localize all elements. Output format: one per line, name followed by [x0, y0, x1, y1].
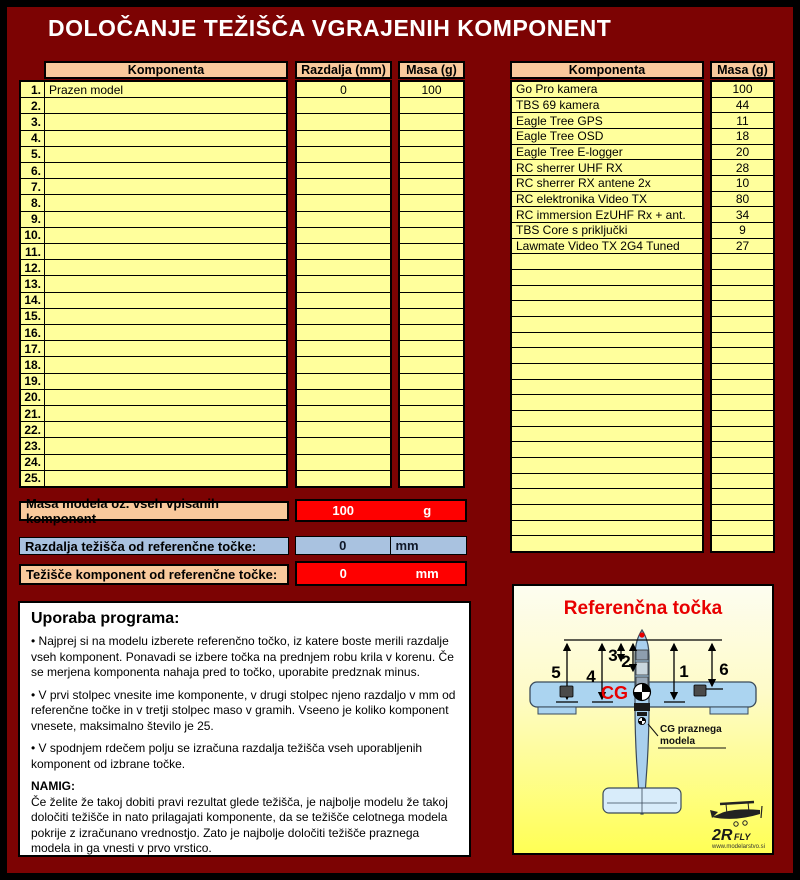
left-col-num: [21, 82, 44, 486]
mass-cell[interactable]: [712, 504, 773, 520]
mass-cell[interactable]: [400, 275, 463, 291]
reference-point-diagram: [512, 584, 774, 855]
distance-cell[interactable]: [297, 259, 390, 275]
row-number-cell[interactable]: 19.: [21, 373, 44, 389]
row-number-cell[interactable]: 1.: [30, 82, 41, 97]
component-cell[interactable]: [512, 363, 702, 379]
component-cell[interactable]: [512, 300, 702, 316]
row-number-cell[interactable]: 16.: [21, 324, 44, 340]
left-table-header-distance: Razdalja (mm): [295, 61, 392, 79]
row-number-cell[interactable]: 9.: [21, 211, 44, 227]
cg-distance-label: Razdalja težišča od referenčne točke:: [19, 537, 289, 555]
page-title: DOLOČANJE TEŽIŠČA VGRAJENIH KOMPONENT: [48, 15, 612, 41]
total-mass-label: Masa modela oz. vseh vpisanih komponent: [19, 501, 289, 521]
right-col-mass: [710, 80, 775, 553]
row-number-cell[interactable]: 24.: [21, 454, 44, 470]
instruction-bullet: • Najprej si na modelu izberete referenčno točko, iz katere boste merili razdalje vseh komponent. Ponavadi se izbere točka na prednjem robu krila v korenu. Če se merjena komponenta nahaja pred to točko, uporabite predznak minus.: [31, 634, 458, 681]
component-cell[interactable]: TBS 69 kamera: [512, 97, 702, 113]
mass-cell[interactable]: 100: [732, 82, 753, 97]
row-number-cell[interactable]: 4.: [21, 130, 44, 146]
distance-cell[interactable]: [297, 243, 390, 259]
component-cell[interactable]: RC sherrer UHF RX: [512, 159, 702, 175]
logo-name: 2R: [712, 827, 733, 844]
component-cell[interactable]: [512, 332, 702, 348]
left-col-distance: [295, 80, 392, 488]
mass-cell[interactable]: 34: [712, 206, 773, 222]
distance-cell[interactable]: [297, 373, 390, 389]
component-cell[interactable]: [512, 473, 702, 489]
row-number-cell[interactable]: 22.: [21, 421, 44, 437]
mass-cell[interactable]: 28: [712, 159, 773, 175]
component-cell[interactable]: [45, 227, 286, 243]
total-mass-unit: g: [423, 503, 432, 518]
component-cell[interactable]: [45, 97, 286, 113]
mass-cell[interactable]: 20: [712, 144, 773, 160]
component-cell[interactable]: [45, 194, 286, 210]
mass-cell[interactable]: [400, 97, 463, 113]
mass-cell[interactable]: [712, 441, 773, 457]
svg-text:5: 5: [551, 663, 561, 682]
mass-cell[interactable]: [712, 347, 773, 363]
component-cell[interactable]: [45, 470, 286, 486]
distance-cell[interactable]: [297, 146, 390, 162]
row-number-cell[interactable]: 17.: [21, 340, 44, 356]
left-table-body: [19, 80, 288, 488]
component-cell[interactable]: [45, 454, 286, 470]
distance-cell[interactable]: [297, 162, 390, 178]
component-cell[interactable]: Eagle Tree OSD: [512, 128, 702, 144]
component-cell[interactable]: [45, 178, 286, 194]
row-number-cell[interactable]: 6.: [21, 162, 44, 178]
total-mass-value-box: [295, 499, 467, 522]
row-number-cell[interactable]: 5.: [21, 146, 44, 162]
component-cell[interactable]: [512, 316, 702, 332]
empty-model-cg-symbol-icon: [638, 717, 645, 724]
component-cell[interactable]: RC sherrer RX antene 2x: [512, 175, 702, 191]
wing-component-right: [694, 685, 706, 696]
cg-components-value: 0: [339, 566, 347, 581]
mass-cell[interactable]: [712, 379, 773, 395]
row-number-cell[interactable]: 13.: [21, 275, 44, 291]
component-cell[interactable]: [45, 405, 286, 421]
component-cell[interactable]: [512, 285, 702, 301]
distance-cell[interactable]: [297, 275, 390, 291]
right-table-header-component: Komponenta: [510, 61, 704, 79]
row-number-cell[interactable]: 2.: [21, 97, 44, 113]
mass-cell[interactable]: [712, 473, 773, 489]
component-cell[interactable]: [45, 113, 286, 129]
component-cell[interactable]: TBS Core s priključki: [512, 222, 702, 238]
mass-cell[interactable]: [712, 300, 773, 316]
cg-label: CG: [601, 683, 628, 703]
mass-cell[interactable]: [712, 488, 773, 504]
mass-cell[interactable]: 44: [712, 97, 773, 113]
component-cell[interactable]: [45, 146, 286, 162]
distance-cell[interactable]: [297, 340, 390, 356]
mass-cell[interactable]: [400, 130, 463, 146]
svg-text:1: 1: [679, 662, 689, 681]
empty-model-cg-label: [648, 724, 726, 748]
row-number-cell[interactable]: 11.: [21, 243, 44, 259]
cg-components-value-box: [295, 561, 467, 586]
mass-cell[interactable]: [400, 340, 463, 356]
mass-cell[interactable]: [400, 211, 463, 227]
component-cell[interactable]: RC immersion EzUHF Rx + ant.: [512, 206, 702, 222]
distance-cell[interactable]: [297, 178, 390, 194]
instructions-title: Uporaba programa:: [31, 610, 180, 627]
row-number-cell[interactable]: 25.: [21, 470, 44, 486]
component-cell[interactable]: [45, 259, 286, 275]
row-number-cell[interactable]: 3.: [21, 113, 44, 129]
mass-cell[interactable]: 100: [421, 82, 442, 97]
distance-cell[interactable]: [297, 97, 390, 113]
left-table-header-mass: Masa (g): [398, 61, 465, 79]
fuselage-component-small: [637, 712, 647, 716]
row-number-cell[interactable]: 18.: [21, 356, 44, 372]
cg-symbol-icon: [634, 684, 651, 701]
component-cell[interactable]: Prazen model: [49, 82, 124, 97]
mass-cell[interactable]: 18: [712, 128, 773, 144]
distance-cell[interactable]: [297, 194, 390, 210]
distance-cell[interactable]: [297, 308, 390, 324]
left-col-mass: [398, 80, 465, 488]
distance-cell[interactable]: [297, 113, 390, 129]
component-cell[interactable]: [512, 488, 702, 504]
component-cell[interactable]: [45, 340, 286, 356]
component-cell[interactable]: [45, 356, 286, 372]
logo-url: www.modelarstvo.si: [712, 844, 766, 850]
mass-cell[interactable]: 27: [712, 238, 773, 254]
distance-cell[interactable]: [297, 389, 390, 405]
instruction-bullet: • V prvi stolpec vnesite ime komponente, v drugi stolpec njeno razdaljo v mm od referenčne točke in v tretji stolpec maso v gramih. Vseeno je koliko komponent vnesete, maksimalno število je 25.: [31, 688, 458, 735]
component-cell[interactable]: [512, 535, 702, 551]
mass-cell[interactable]: [712, 285, 773, 301]
tip-text: Če želite že takoj dobiti pravi rezultat glede težišča, je najbolje modelu že takoj določiti težišče in nato prilagajati komponente, da se težišče celotnega modela pokrije z izračunano vrednostjo. Zato je najbolje določiti težišče praznega modela in ga vnesti v prvo vrstico.: [31, 794, 448, 855]
mass-cell[interactable]: [712, 269, 773, 285]
component-cell[interactable]: [45, 211, 286, 227]
left-col-component: [44, 82, 286, 486]
mass-cell[interactable]: [400, 373, 463, 389]
row-number-cell[interactable]: 15.: [21, 308, 44, 324]
biplane-logo-icon: [710, 802, 762, 826]
row-number-cell[interactable]: 8.: [21, 194, 44, 210]
mass-cell[interactable]: [400, 324, 463, 340]
svg-text:6: 6: [719, 660, 729, 679]
total-mass-value: 100: [332, 503, 355, 518]
distance-cell[interactable]: 0: [340, 82, 347, 97]
component-cell[interactable]: [512, 253, 702, 269]
component-cell[interactable]: [45, 275, 286, 291]
component-cell[interactable]: [512, 269, 702, 285]
mass-cell[interactable]: [712, 253, 773, 269]
instruction-bullet: • V spodnjem rdečem polju se izračuna razdalja težišča vseh uporabljenih komponent od izbrane točke.: [31, 741, 458, 772]
component-cell[interactable]: [45, 324, 286, 340]
reference-point-marker: [639, 632, 644, 637]
right-col-component: [510, 80, 704, 553]
svg-text:CG praznega: CG praznega: [660, 724, 722, 735]
row-number-cell[interactable]: 14.: [21, 292, 44, 308]
mass-cell[interactable]: [712, 520, 773, 536]
mass-cell[interactable]: [400, 292, 463, 308]
mass-cell[interactable]: [712, 410, 773, 426]
distance-cell[interactable]: [297, 421, 390, 437]
row-number-cell[interactable]: 23.: [21, 437, 44, 453]
component-cell[interactable]: [45, 130, 286, 146]
distance-cell[interactable]: [297, 324, 390, 340]
instructions-panel: [18, 601, 471, 857]
row-number-cell[interactable]: 21.: [21, 405, 44, 421]
component-cell[interactable]: [512, 410, 702, 426]
cg-components-unit: mm: [415, 566, 439, 581]
mass-cell[interactable]: [400, 178, 463, 194]
tip-title: NAMIG:: [31, 779, 75, 793]
component-cell[interactable]: [45, 437, 286, 453]
mass-cell[interactable]: [400, 243, 463, 259]
cg-distance-unit: mm: [395, 538, 419, 553]
row-number-cell[interactable]: 20.: [21, 389, 44, 405]
component-cell[interactable]: [512, 441, 702, 457]
right-table-header-mass: Masa (g): [710, 61, 775, 79]
row-number-cell[interactable]: 12.: [21, 259, 44, 275]
distance-cell[interactable]: [297, 227, 390, 243]
component-cell[interactable]: [512, 426, 702, 442]
component-cell[interactable]: [45, 162, 286, 178]
mass-cell[interactable]: 11: [712, 112, 773, 128]
mass-cell[interactable]: 10: [712, 175, 773, 191]
mass-cell[interactable]: [400, 162, 463, 178]
mass-cell[interactable]: [400, 146, 463, 162]
mass-cell[interactable]: [400, 308, 463, 324]
fuselage-component: [634, 703, 650, 711]
mass-cell[interactable]: [712, 457, 773, 473]
component-cell[interactable]: [512, 379, 702, 395]
mass-cell[interactable]: [712, 316, 773, 332]
component-cell[interactable]: RC elektronika Video TX: [512, 191, 702, 207]
instruction-bullets: [31, 634, 458, 772]
mass-cell[interactable]: [400, 437, 463, 453]
svg-text:3: 3: [608, 646, 618, 665]
distance-cell[interactable]: [297, 356, 390, 372]
svg-text:2: 2: [621, 652, 631, 671]
mass-cell[interactable]: [400, 259, 463, 275]
component-cell[interactable]: [512, 457, 702, 473]
left-table-header-component: Komponenta: [44, 61, 288, 79]
mass-cell[interactable]: [400, 454, 463, 470]
distance-cell[interactable]: [297, 130, 390, 146]
component-cell[interactable]: [45, 421, 286, 437]
mass-cell[interactable]: [400, 113, 463, 129]
mass-cell[interactable]: [400, 405, 463, 421]
diagram-title: Referenčna točka: [563, 598, 723, 619]
component-cell[interactable]: [45, 308, 286, 324]
component-cell[interactable]: [512, 520, 702, 536]
cg-distance-value: 0: [296, 537, 391, 554]
distance-cell[interactable]: [297, 405, 390, 421]
distance-cell[interactable]: [297, 292, 390, 308]
svg-text:4: 4: [586, 667, 596, 686]
distance-cell[interactable]: [297, 454, 390, 470]
row-number-cell[interactable]: 7.: [21, 178, 44, 194]
row-number-cell[interactable]: 10.: [21, 227, 44, 243]
component-cell[interactable]: Eagle Tree E-logger: [512, 144, 702, 160]
mass-cell[interactable]: [400, 421, 463, 437]
component-cell[interactable]: Lawmate Video TX 2G4 Tuned: [512, 238, 702, 254]
mass-cell[interactable]: 80: [712, 191, 773, 207]
cg-components-label: Težišče komponent od referenčne točke:: [19, 564, 289, 585]
component-cell[interactable]: Go Pro kamera: [516, 82, 598, 97]
mass-cell[interactable]: [712, 332, 773, 348]
mass-cell[interactable]: [400, 194, 463, 210]
mass-cell[interactable]: 9: [712, 222, 773, 238]
component-cell[interactable]: [45, 389, 286, 405]
mass-cell[interactable]: [400, 470, 463, 486]
component-cell[interactable]: [45, 373, 286, 389]
mass-cell[interactable]: [400, 227, 463, 243]
mass-cell[interactable]: [712, 394, 773, 410]
component-cell[interactable]: [45, 243, 286, 259]
mass-cell[interactable]: [712, 426, 773, 442]
airplane-topview-illustration: [514, 586, 772, 853]
component-cell[interactable]: [45, 292, 286, 308]
component-cell[interactable]: Eagle Tree GPS: [512, 112, 702, 128]
mass-cell[interactable]: [712, 363, 773, 379]
mass-cell[interactable]: [400, 356, 463, 372]
distance-cell[interactable]: [297, 437, 390, 453]
component-cell[interactable]: [512, 504, 702, 520]
mass-cell[interactable]: [712, 535, 773, 551]
component-cell[interactable]: [512, 394, 702, 410]
mass-cell[interactable]: [400, 389, 463, 405]
wing-component-left: [560, 686, 573, 697]
component-cell[interactable]: [512, 347, 702, 363]
svg-text:modela: modela: [660, 736, 696, 747]
distance-cell[interactable]: [297, 470, 390, 486]
distance-cell[interactable]: [297, 211, 390, 227]
cg-distance-value-box: [295, 536, 467, 555]
logo-suffix: FLY: [734, 832, 751, 842]
